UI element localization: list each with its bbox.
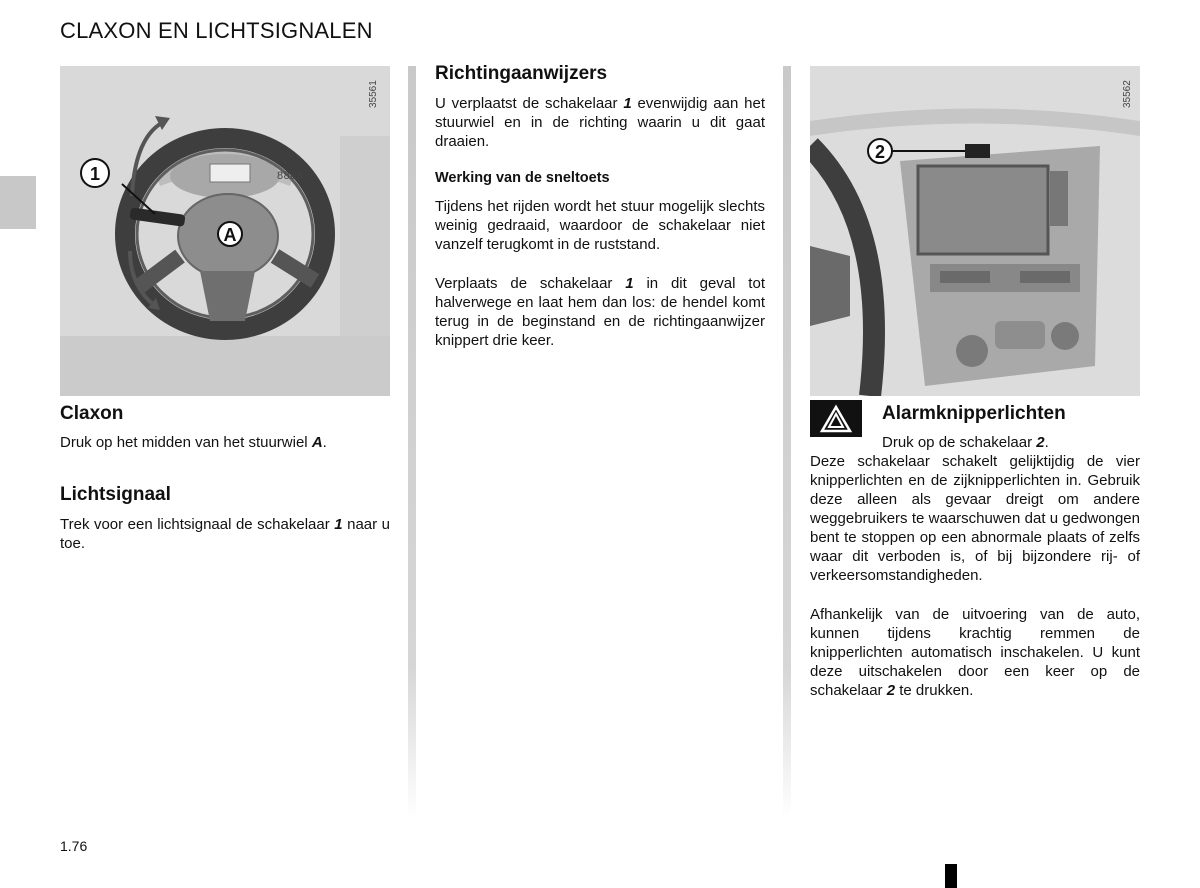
figure-ref-35562: 35562 — [1122, 80, 1133, 108]
figure-label-1: 1 — [89, 164, 101, 184]
dash-display-text: 8888 — [276, 171, 304, 183]
richtingaanwijzers-paragraph-3: Verplaats de schakelaar 1 in dit geval tot halverwege en laat hem dan los: de hendel komt terug in de beginstand en de richtingaanwijzer knippert drie keer. — [435, 275, 765, 349]
lichtsignaal-paragraph: Trek voor een lichtsignaal de schakelaar 1 naar u toe. — [60, 516, 390, 552]
alarm-paragraph-3: Afhankelijk van de uitvoering van de auto, kunnen tijdens krachtig remmen de knipperlichten automatisch inschakelen. U kunt deze uitschakelen door een keer op de schakelaar 2 te drukken. — [810, 606, 1140, 699]
dashboard-figure — [810, 66, 1140, 396]
alarm-paragraph-1: Druk op de schakelaar 2. — [882, 434, 1049, 451]
section-heading-lichtsignaal: Lichtsignaal — [60, 484, 171, 505]
section-heading-richtingaanwijzers: Richtingaanwijzers — [435, 63, 608, 84]
claxon-paragraph: Druk op het midden van het stuurwiel A. — [60, 434, 327, 451]
section-heading-alarm: Alarmknipperlichten — [882, 403, 1066, 424]
steering-wheel-figure — [60, 66, 390, 396]
page-title: CLAXON EN LICHTSIGNALEN — [60, 18, 373, 43]
subheading-sneltoets: Werking van de sneltoets — [435, 170, 610, 186]
hazard-warning-icon — [810, 400, 862, 437]
column-divider — [408, 66, 416, 818]
section-heading-claxon: Claxon — [60, 403, 124, 424]
richtingaanwijzers-paragraph-1: U verplaatst de schakelaar 1 evenwijdig aan het stuurwiel en in de richting waarin u dit gaat draaien. — [435, 95, 765, 150]
steering-wheel-illustration — [60, 66, 390, 396]
figure-label-2: 2 — [874, 142, 886, 162]
richtingaanwijzers-paragraph-2: Tijdens het rijden wordt het stuur mogelijk slechts weinig gedraaid, waardoor de schakelaar niet vanzelf terugkomt in de ruststand. — [435, 198, 765, 253]
alarm-paragraph-2: Deze schakelaar schakelt gelijktijdig de vier knipperlichten en de zijknipperlichten in. Gebruik deze alleen als gevaar dreigt om andere weggebruikers te waarschuwen dat u gedwongen bent te stoppen op een abnormale plaats of zelfs waar dit verboden is, of bij bijzondere rij- of verkeersomstandigheden. — [810, 453, 1140, 584]
page-number: 1.76 — [60, 838, 88, 854]
chapter-tab — [0, 176, 36, 229]
column-divider — [783, 66, 791, 818]
page-corner-mark — [945, 864, 957, 888]
figure-label-a: A — [223, 225, 237, 245]
figure-ref-35561: 35561 — [368, 80, 379, 108]
dashboard-illustration — [810, 66, 1140, 396]
